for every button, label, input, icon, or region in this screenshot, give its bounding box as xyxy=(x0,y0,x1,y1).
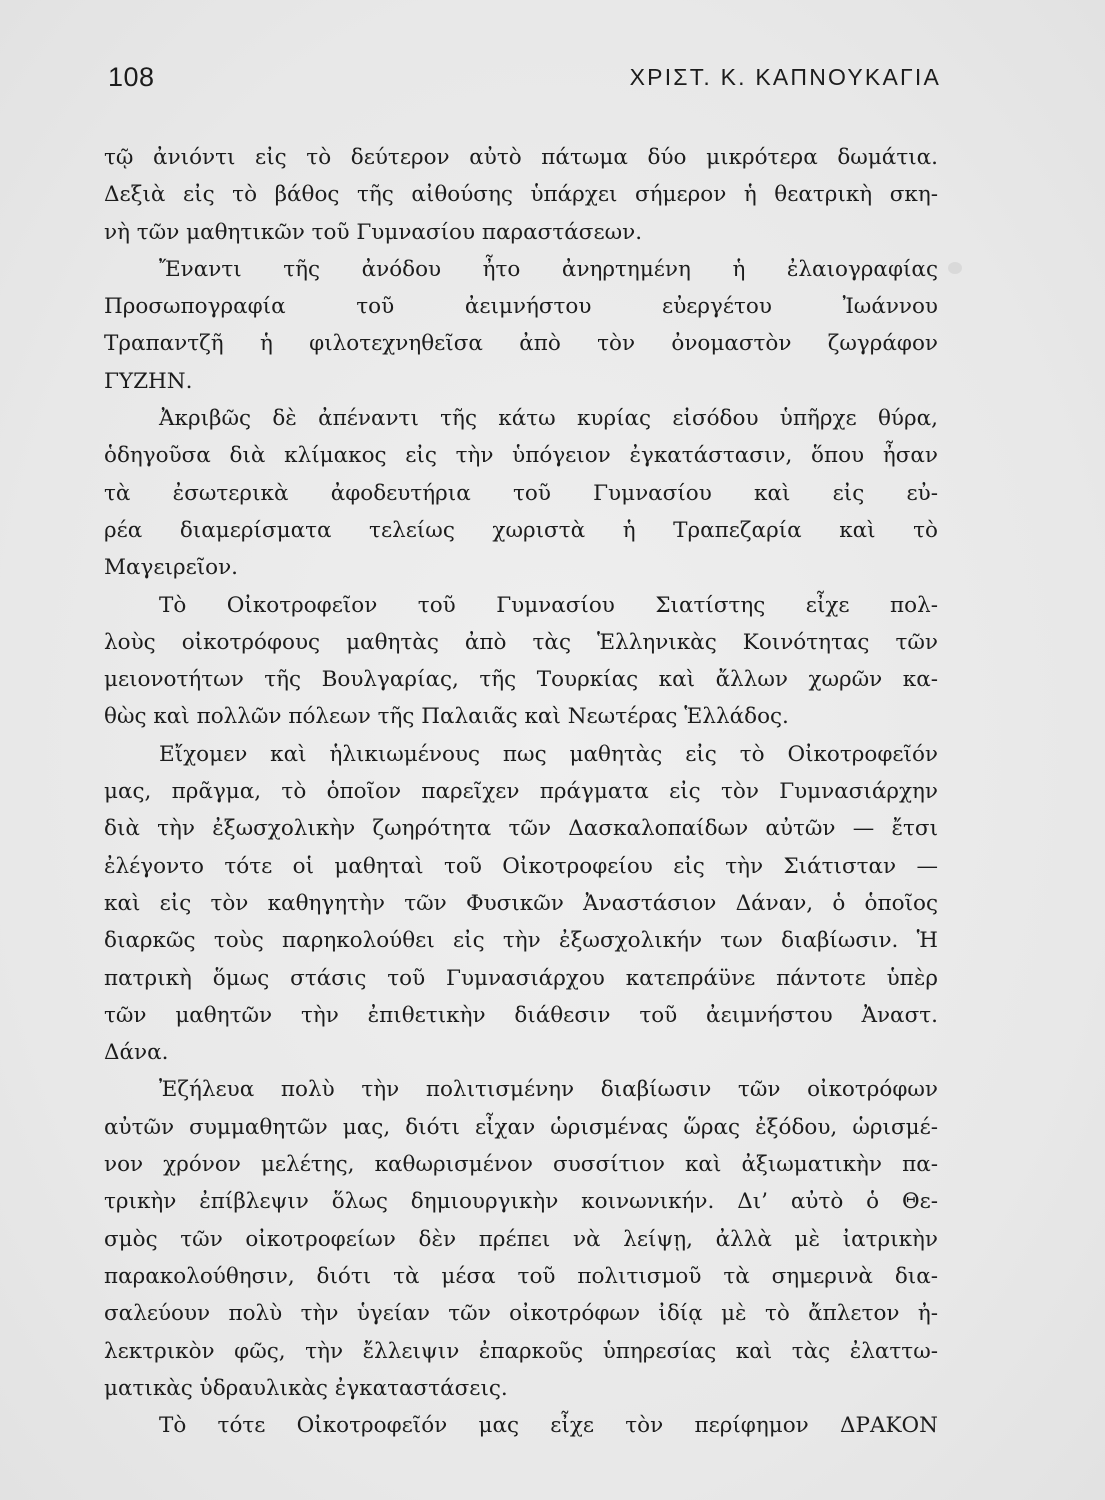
text-line: Τραπαντζῆ ἡ φιλοτεχνηθεῖσα ἀπὸ τὸν ὀνομαστὸν ζωγράφον xyxy=(104,331,938,357)
text-line: παρακολούθησιν, διότι τὰ μέσα τοῦ πολιτισμοῦ τὰ σημερινὰ δια- xyxy=(104,1263,938,1289)
text-line: Ἔναντι τῆς ἀνόδου ἦτο ἀνηρτημένη ἡ ἐλαιογραφίας xyxy=(159,256,938,282)
text-line: μας, πρᾶγμα, τὸ ὁποῖον παρεῖχεν πράγματα εἰς τὸν Γυμνασιάρχην xyxy=(104,779,938,805)
text-line: τῶν μαθητῶν τὴν ἐπιθετικὴν διάθεσιν τοῦ ἀειμνήστου Ἀναστ. xyxy=(104,1002,938,1028)
text-line: Ἐζήλευα πολὺ τὴν πολιτισμένην διαβίωσιν τῶν οἰκοτρόφων xyxy=(159,1077,938,1103)
text-line: τῷ ἀνιόντι εἰς τὸ δεύτερον αὐτὸ πάτωμα δύο μικρότερα δωμάτια. xyxy=(104,145,938,170)
text-line: Τὸ τότε Οἰκοτροφεῖόν μας εἶχε τὸν περίφημον ΔΡΑΚΟΝ xyxy=(159,1413,938,1439)
text-line: καὶ εἰς τὸν καθηγητὴν τῶν Φυσικῶν Ἀναστάσιον Δάναν, ὁ ὁποῖος xyxy=(104,890,938,916)
text-line: διὰ τὴν ἐξωσχολικὴν ζωηρότητα τῶν Δασκαλοπαίδων αὐτῶν — ἔτσι xyxy=(104,816,938,842)
text-line: αὐτῶν συμμαθητῶν μας, διότι εἶχαν ὡρισμένας ὥρας ἐξόδου, ὡρισμέ- xyxy=(104,1114,938,1140)
text-line: σαλεύουν πολὺ τὴν ὑγείαν τῶν οἰκοτρόφων ἰδίᾳ μὲ τὸ ἄπλετον ἠ- xyxy=(104,1301,938,1327)
text-line: τὰ ἐσωτερικὰ ἀφοδευτήρια τοῦ Γυμνασίου καὶ εἰς εὐ- xyxy=(104,480,938,506)
text-line: μειονοτήτων τῆς Βουλγαρίας, τῆς Τουρκίας καὶ ἄλλων χωρῶν κα- xyxy=(104,667,938,693)
text-line: νον χρόνον μελέτης, καθωρισμένον συσσίτιον καὶ ἀξιωματικὴν πα- xyxy=(104,1152,938,1178)
text-line: Εἴχομεν καὶ ἡλικιωμένους πως μαθητὰς εἰς τὸ Οἰκοτροφεῖόν xyxy=(159,741,938,767)
page-header xyxy=(108,62,941,102)
text-line: σμὸς τῶν οἰκοτροφείων δὲν πρέπει νὰ λείψῃ, ἀλλὰ μὲ ἰατρικὴν xyxy=(104,1226,938,1252)
text-line: λοὺς οἰκοτρόφους μαθητὰς ἀπὸ τὰς Ἑλληνικὰς Κοινότητας τῶν xyxy=(104,629,938,655)
text-line: πατρικὴ ὅμως στάσις τοῦ Γυμνασιάρχου κατεπράϋνε πάντοτε ὑπὲρ xyxy=(104,965,938,991)
text-line: λεκτρικὸν φῶς, τὴν ἔλλειψιν ἐπαρκοῦς ὑπηρεσίας καὶ τὰς ἐλαττω- xyxy=(104,1338,938,1364)
text-line: Δεξιὰ εἰς τὸ βάθος τῆς αἰθούσης ὑπάρχει σήμερον ἡ θεατρικὴ σκη- xyxy=(104,182,938,208)
text-line: Μαγειρεῖον. xyxy=(104,555,239,581)
text-line: ἐλέγοντο τότε οἱ μαθηταὶ τοῦ Οἰκοτροφείου εἰς τὴν Σιάτισταν — xyxy=(104,853,938,879)
text-line: Ἀκριβῶς δὲ ἀπέναντι τῆς κάτω κυρίας εἰσόδου ὑπῆρχε θύρα, xyxy=(159,406,938,432)
text-line: τρικὴν ἐπίβλεψιν ὅλως δημιουργικὴν κοινωνικήν. Δι’ αὐτὸ ὁ Θε- xyxy=(104,1189,938,1215)
body-text xyxy=(104,139,938,1444)
running-head: ΧΡΙΣΤ. Κ. ΚΑΠΝΟΥΚΑΓΙΑ xyxy=(629,64,941,90)
page-number: 108 xyxy=(108,62,155,92)
text-line: ΓΥΖΗΝ. xyxy=(104,368,193,394)
text-line: Προσωπογραφία τοῦ ἀειμνήστου εὐεργέτου Ἰωάννου xyxy=(104,294,938,320)
text-line: Δάνα. xyxy=(104,1040,169,1066)
text-line: Τὸ Οἰκοτροφεῖον τοῦ Γυμνασίου Σιατίστης εἶχε πολ- xyxy=(159,592,938,618)
text-line: νὴ τῶν μαθητικῶν τοῦ Γυμνασίου παραστάσεων. xyxy=(104,219,643,245)
page-stain xyxy=(948,262,962,274)
text-line: ρέα διαμερίσματα τελείως χωριστὰ ἡ Τραπεζαρία καὶ τὸ xyxy=(104,517,938,543)
text-line: ματικὰς ὑδραυλικὰς ἐγκαταστάσεις. xyxy=(104,1375,508,1401)
text-line: διαρκῶς τοὺς παρηκολούθει εἰς τὴν ἐξωσχολικήν των διαβίωσιν. Ἡ xyxy=(104,928,938,954)
text-line: ὁδηγοῦσα διὰ κλίμακος εἰς τὴν ὑπόγειον ἐγκατάστασιν, ὅπου ἦσαν xyxy=(104,443,938,469)
text-line: θὼς καὶ πολλῶν πόλεων τῆς Παλαιᾶς καὶ Νεωτέρας Ἑλλάδος. xyxy=(104,704,789,730)
